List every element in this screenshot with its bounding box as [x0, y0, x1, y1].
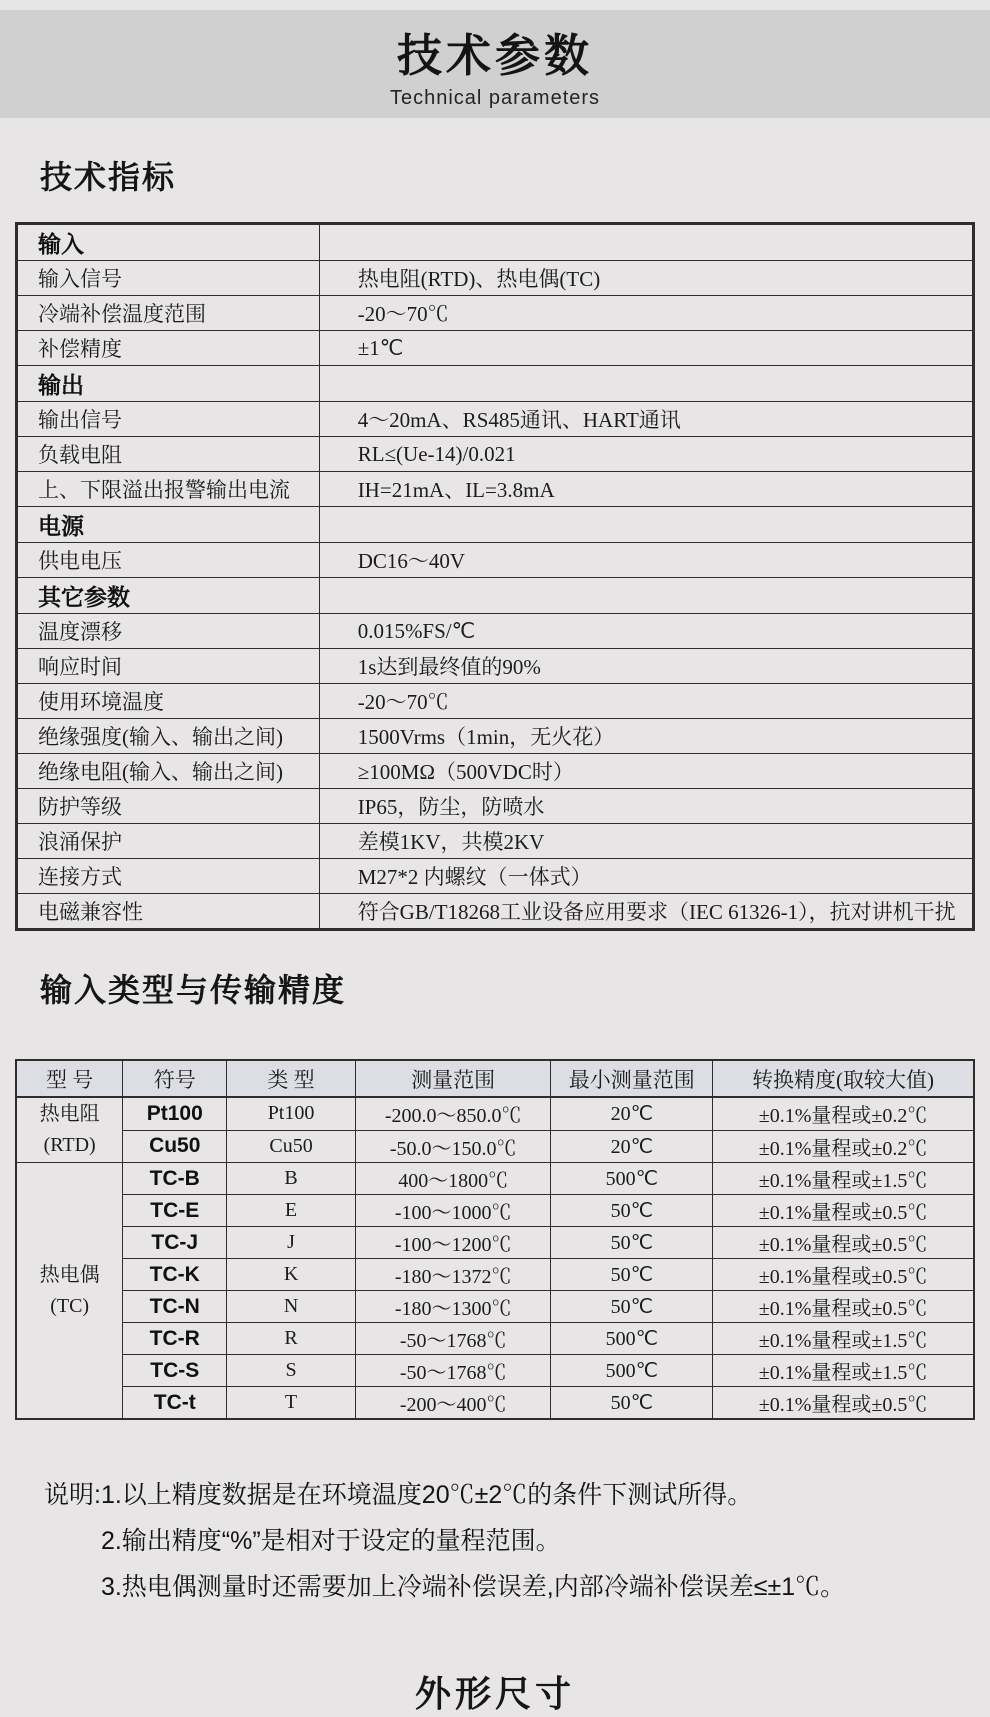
table-row	[16, 1097, 974, 1130]
spec-value	[319, 507, 973, 543]
input-types-table	[15, 1059, 975, 1420]
type-cell: N	[227, 1291, 356, 1323]
spec-section-label: 输出	[17, 366, 320, 402]
table-row	[17, 614, 974, 649]
type-cell: J	[227, 1227, 356, 1259]
spec-label: 使用环境温度	[17, 684, 320, 719]
type-cell: K	[227, 1259, 356, 1291]
spec-value: ±1℃	[319, 331, 973, 366]
symbol-cell: TC-t	[123, 1387, 227, 1420]
model-name: 热电阻	[39, 1103, 100, 1125]
spec-section-label: 其它参数	[17, 578, 320, 614]
table-row	[17, 859, 974, 894]
range-cell: -180～1372℃	[355, 1259, 551, 1291]
table-row	[17, 296, 974, 331]
spec-label: 绝缘强度(输入、输出之间)	[17, 719, 320, 754]
spec-value: 4～20mA、RS485通讯、HART通讯	[319, 402, 973, 437]
spec-label: 响应时间	[17, 649, 320, 684]
spec-value	[319, 578, 973, 614]
spec-label: 电磁兼容性	[17, 894, 320, 930]
table-row	[17, 261, 974, 296]
spec-value: M27*2 内螺纹（一体式）	[319, 859, 973, 894]
range-cell: -100～1200℃	[355, 1227, 551, 1259]
table-row	[17, 402, 974, 437]
model-abbr: (RTD)	[43, 1134, 96, 1156]
spec-section-label: 电源	[17, 507, 320, 543]
type-cell: S	[227, 1355, 356, 1387]
section-heading-specs: 技术指标	[40, 159, 177, 195]
spec-label: 防护等级	[17, 789, 320, 824]
spec-value: 符合GB/T18268工业设备应用要求（IEC 61326-1），抗对讲机干扰	[319, 894, 973, 930]
table-row	[16, 1323, 974, 1355]
accuracy-cell: ±0.1%量程或±1.5℃	[713, 1355, 974, 1387]
type-cell: B	[227, 1163, 356, 1195]
model-name: 热电偶	[39, 1263, 100, 1286]
table-row	[16, 1163, 974, 1195]
spec-table	[15, 222, 975, 931]
symbol-cell: TC-E	[123, 1195, 227, 1227]
section-heading-dimensions: 外形尺寸	[414, 1673, 575, 1714]
spec-value: 1500Vrms（1min，无火花）	[319, 719, 973, 754]
type-cell: Cu50	[227, 1130, 356, 1163]
spec-value: 差模1KV，共模2KV	[319, 824, 973, 859]
spec-label: 供电电压	[17, 543, 320, 578]
table-row	[17, 894, 974, 930]
accuracy-cell: ±0.1%量程或±0.5℃	[713, 1195, 974, 1227]
table-row	[16, 1291, 974, 1323]
type-cell: E	[227, 1195, 356, 1227]
symbol-cell: TC-S	[123, 1355, 227, 1387]
table-row	[17, 331, 974, 366]
table-row	[17, 507, 974, 543]
table-row	[17, 824, 974, 859]
symbol-cell: TC-J	[123, 1227, 227, 1259]
min-range-cell: 50℃	[551, 1259, 713, 1291]
table-row	[16, 1130, 974, 1163]
table-row	[17, 224, 974, 261]
accuracy-cell: ±0.1%量程或±0.5℃	[713, 1387, 974, 1420]
col-header-min-range: 最小测量范围	[551, 1060, 713, 1097]
col-header-symbol: 符号	[123, 1060, 227, 1097]
type-cell: T	[227, 1387, 356, 1420]
spec-label: 输出信号	[17, 402, 320, 437]
col-header-accuracy: 转换精度(取较大值)	[713, 1060, 974, 1097]
range-cell: -180～1300℃	[355, 1291, 551, 1323]
table-row	[17, 366, 974, 402]
spec-label: 输入信号	[17, 261, 320, 296]
spec-value: 热电阻(RTD)、热电偶(TC)	[319, 261, 973, 296]
table-row	[17, 437, 974, 472]
table-row	[17, 719, 974, 754]
type-cell: R	[227, 1323, 356, 1355]
spec-value: RL≤(Ue-14)/0.021	[319, 437, 973, 472]
notes-block	[44, 1472, 990, 1610]
accuracy-cell: ±0.1%量程或±0.5℃	[713, 1291, 974, 1323]
table-row	[17, 578, 974, 614]
table-row	[16, 1227, 974, 1259]
notes-list	[101, 1472, 845, 1610]
title-banner	[0, 10, 990, 118]
min-range-cell: 50℃	[551, 1387, 713, 1420]
type-cell: Pt100	[227, 1097, 356, 1130]
min-range-cell: 500℃	[551, 1163, 713, 1195]
table-row	[17, 754, 974, 789]
section-heading-input-types: 输入类型与传输精度	[40, 972, 347, 1008]
spec-value: ≥100MΩ（500VDC时）	[319, 754, 973, 789]
note-item-3: 3.热电偶测量时还需要加上冷端补偿误差,内部冷端补偿误差≤±1℃。	[100, 1573, 846, 1601]
spec-label: 连接方式	[17, 859, 320, 894]
table-row	[17, 472, 974, 507]
accuracy-cell: ±0.1%量程或±1.5℃	[713, 1163, 974, 1195]
range-cell: -50～1768℃	[355, 1355, 551, 1387]
spec-label: 冷端补偿温度范围	[17, 296, 320, 331]
range-cell: -50.0～150.0℃	[355, 1130, 551, 1163]
table-header-row	[16, 1060, 974, 1097]
spec-value: DC16～40V	[319, 543, 973, 578]
min-range-cell: 500℃	[551, 1323, 713, 1355]
spec-value: -20～70℃	[319, 684, 973, 719]
col-header-range: 测量范围	[355, 1060, 551, 1097]
table-row	[17, 789, 974, 824]
range-cell: -100～1000℃	[355, 1195, 551, 1227]
col-header-type: 类 型	[227, 1060, 356, 1097]
symbol-cell: TC-R	[123, 1323, 227, 1355]
min-range-cell: 20℃	[551, 1097, 713, 1130]
model-cell-tc	[16, 1163, 123, 1420]
table-row	[17, 543, 974, 578]
document-page	[0, 10, 990, 1714]
symbol-cell: Pt100	[123, 1097, 227, 1130]
symbol-cell: Cu50	[123, 1130, 227, 1163]
spec-value	[319, 366, 973, 402]
notes-label: 说明:	[44, 1481, 101, 1509]
note-item-2: 2.输出精度“%”是相对于设定的量程范围。	[100, 1527, 561, 1555]
spec-label: 浪涌保护	[17, 824, 320, 859]
table-row	[17, 684, 974, 719]
table-row	[16, 1355, 974, 1387]
page-subtitle: Technical parameters	[389, 86, 601, 109]
spec-value	[319, 224, 973, 261]
accuracy-cell: ±0.1%量程或±0.5℃	[713, 1259, 974, 1291]
page-title: 技术参数	[396, 29, 593, 81]
table-row	[16, 1195, 974, 1227]
symbol-cell: TC-N	[123, 1291, 227, 1323]
spec-label: 上、下限溢出报警输出电流	[17, 472, 320, 507]
spec-label: 负载电阻	[17, 437, 320, 472]
min-range-cell: 50℃	[551, 1291, 713, 1323]
table-row	[17, 649, 974, 684]
symbol-cell: TC-K	[123, 1259, 227, 1291]
spec-label: 温度漂移	[17, 614, 320, 649]
col-header-model: 型 号	[16, 1060, 123, 1097]
range-cell: -200.0～850.0℃	[355, 1097, 551, 1130]
model-cell-rtd	[16, 1097, 123, 1163]
accuracy-cell: ±0.1%量程或±0.2℃	[713, 1097, 974, 1130]
spec-value: -20～70℃	[319, 296, 973, 331]
model-abbr: (TC)	[50, 1294, 90, 1317]
spec-value: IH=21mA、IL=3.8mA	[319, 472, 973, 507]
min-range-cell: 500℃	[551, 1355, 713, 1387]
spec-section-label: 输入	[17, 224, 320, 261]
min-range-cell: 50℃	[551, 1227, 713, 1259]
table-row	[16, 1259, 974, 1291]
range-cell: 400～1800℃	[355, 1163, 551, 1195]
accuracy-cell: ±0.1%量程或±1.5℃	[713, 1323, 974, 1355]
accuracy-cell: ±0.1%量程或±0.2℃	[713, 1130, 974, 1163]
min-range-cell: 20℃	[551, 1130, 713, 1163]
spec-value: IP65，防尘，防喷水	[319, 789, 973, 824]
min-range-cell: 50℃	[551, 1195, 713, 1227]
spec-label: 补偿精度	[17, 331, 320, 366]
spec-value: 1s达到最终值的90%	[319, 649, 973, 684]
symbol-cell: TC-B	[123, 1163, 227, 1195]
table-row	[16, 1387, 974, 1420]
note-item-1: 1.以上精度数据是在环境温度20℃±2℃的条件下测试所得。	[100, 1481, 753, 1509]
range-cell: -50～1768℃	[355, 1323, 551, 1355]
accuracy-cell: ±0.1%量程或±0.5℃	[713, 1227, 974, 1259]
spec-value: 0.015%FS/℃	[319, 614, 973, 649]
range-cell: -200～400℃	[355, 1387, 551, 1420]
spec-label: 绝缘电阻(输入、输出之间)	[17, 754, 320, 789]
